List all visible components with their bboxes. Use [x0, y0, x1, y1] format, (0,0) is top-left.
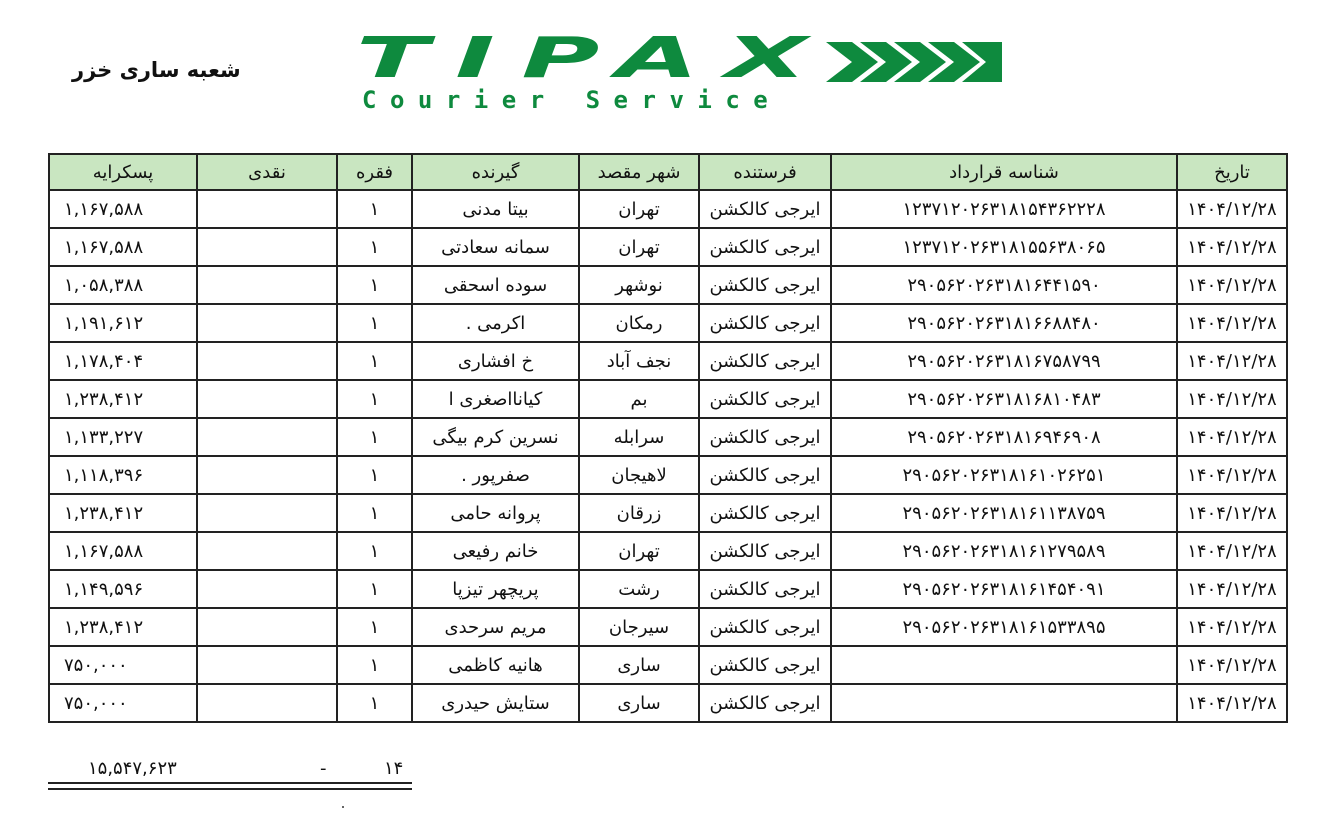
- table-row: [49, 494, 1287, 532]
- cell-receiver: اکرمی .: [412, 304, 579, 342]
- cell-fee: ۱,۱۴۹,۵۹۶: [49, 570, 197, 608]
- cell-receiver: خانم رفیعی: [412, 532, 579, 570]
- col-qty: فقره: [337, 154, 412, 190]
- cell-cash: [197, 418, 337, 456]
- cell-receiver: نسرین کرم بیگی: [412, 418, 579, 456]
- cell-sender: ایرجی کالکشن: [699, 266, 831, 304]
- cell-city: رشت: [579, 570, 699, 608]
- cell-fee: ۱,۱۷۸,۴۰۴: [49, 342, 197, 380]
- col-date: تاریخ: [1177, 154, 1287, 190]
- cell-receiver: کیانااصغری ا: [412, 380, 579, 418]
- cell-receiver: هانیه کاظمی: [412, 646, 579, 684]
- col-sender: فرستنده: [699, 154, 831, 190]
- cell-contract: ۲۹۰۵۶۲۰۲۶۳۱۸۱۶۱۴۵۴۰۹۱: [831, 570, 1177, 608]
- total-fee: ۱۵,۵۴۷,۶۲۳: [88, 758, 177, 779]
- table-row: [49, 266, 1287, 304]
- cell-city: تهران: [579, 532, 699, 570]
- cell-city: بم: [579, 380, 699, 418]
- cell-cash: [197, 608, 337, 646]
- cell-receiver: سمانه سعادتی: [412, 228, 579, 266]
- total-cash: -: [320, 758, 327, 779]
- cell-receiver: پریچهر تیزپا: [412, 570, 579, 608]
- shipments-table: [48, 153, 1288, 723]
- cell-receiver: بیتا مدنی: [412, 190, 579, 228]
- cell-cash: [197, 494, 337, 532]
- cell-city: زرقان: [579, 494, 699, 532]
- cell-city: تهران: [579, 190, 699, 228]
- table-row: [49, 608, 1287, 646]
- col-city: شهر مقصد: [579, 154, 699, 190]
- table-row: [49, 190, 1287, 228]
- cell-fee: ۱,۱۹۱,۶۱۲: [49, 304, 197, 342]
- col-contract: شناسه قرارداد: [831, 154, 1177, 190]
- cell-contract: ۲۹۰۵۶۲۰۲۶۳۱۸۱۶۷۵۸۷۹۹: [831, 342, 1177, 380]
- cell-qty: ۱: [337, 494, 412, 532]
- cell-contract: ۱۲۳۷۱۲۰۲۶۳۱۸۱۵۴۳۶۲۲۲۸: [831, 190, 1177, 228]
- cell-cash: [197, 684, 337, 722]
- cell-date: ۱۴۰۴/۱۲/۲۸: [1177, 608, 1287, 646]
- cell-fee: ۷۵۰,۰۰۰: [49, 646, 197, 684]
- col-fee: پسکرایه: [49, 154, 197, 190]
- cell-date: ۱۴۰۴/۱۲/۲۸: [1177, 570, 1287, 608]
- cell-cash: [197, 456, 337, 494]
- table-row: [49, 646, 1287, 684]
- cell-qty: ۱: [337, 380, 412, 418]
- cell-contract: ۲۹۰۵۶۲۰۲۶۳۱۸۱۶۸۱۰۴۸۳: [831, 380, 1177, 418]
- table-header-row: [49, 154, 1287, 190]
- cell-contract: ۲۹۰۵۶۲۰۲۶۳۱۸۱۶۱۲۷۹۵۸۹: [831, 532, 1177, 570]
- cell-qty: ۱: [337, 456, 412, 494]
- total-count: ۱۴: [384, 758, 404, 779]
- cell-fee: ۱,۱۳۳,۲۲۷: [49, 418, 197, 456]
- cell-qty: ۱: [337, 570, 412, 608]
- cell-sender: ایرجی کالکشن: [699, 608, 831, 646]
- cell-cash: [197, 380, 337, 418]
- col-receiver: گیرنده: [412, 154, 579, 190]
- cell-city: ساری: [579, 684, 699, 722]
- stray-dot: [342, 806, 344, 808]
- branch-title: شعبه ساری خزر: [72, 58, 241, 82]
- cell-city: رمکان: [579, 304, 699, 342]
- col-cash: نقدی: [197, 154, 337, 190]
- cell-contract: ۲۹۰۵۶۲۰۲۶۳۱۸۱۶۴۴۱۵۹۰: [831, 266, 1177, 304]
- cell-sender: ایرجی کالکشن: [699, 532, 831, 570]
- cell-sender: ایرجی کالکشن: [699, 190, 831, 228]
- cell-fee: ۱,۱۶۷,۵۸۸: [49, 190, 197, 228]
- cell-date: ۱۴۰۴/۱۲/۲۸: [1177, 418, 1287, 456]
- cell-city: تهران: [579, 228, 699, 266]
- cell-qty: ۱: [337, 608, 412, 646]
- cell-qty: ۱: [337, 646, 412, 684]
- cell-sender: ایرجی کالکشن: [699, 342, 831, 380]
- cell-sender: ایرجی کالکشن: [699, 456, 831, 494]
- cell-cash: [197, 190, 337, 228]
- cell-receiver: سوده اسحقی: [412, 266, 579, 304]
- table-row: [49, 228, 1287, 266]
- cell-date: ۱۴۰۴/۱۲/۲۸: [1177, 684, 1287, 722]
- logo-wordmark: [356, 26, 1002, 91]
- cell-date: ۱۴۰۴/۱۲/۲۸: [1177, 380, 1287, 418]
- cell-qty: ۱: [337, 304, 412, 342]
- cell-receiver: خ افشاری: [412, 342, 579, 380]
- cell-fee: ۱,۲۳۸,۴۱۲: [49, 608, 197, 646]
- cell-receiver: ستایش حیدری: [412, 684, 579, 722]
- cell-city: سرابله: [579, 418, 699, 456]
- cell-sender: ایرجی کالکشن: [699, 380, 831, 418]
- cell-cash: [197, 570, 337, 608]
- cell-date: ۱۴۰۴/۱۲/۲۸: [1177, 342, 1287, 380]
- cell-date: ۱۴۰۴/۱۲/۲۸: [1177, 494, 1287, 532]
- cell-fee: ۷۵۰,۰۰۰: [49, 684, 197, 722]
- cell-contract: ۱۲۳۷۱۲۰۲۶۳۱۸۱۵۵۶۳۸۰۶۵: [831, 228, 1177, 266]
- cell-sender: ایرجی کالکشن: [699, 646, 831, 684]
- cell-receiver: پروانه حامی: [412, 494, 579, 532]
- cell-sender: ایرجی کالکشن: [699, 494, 831, 532]
- cell-receiver: صفرپور .: [412, 456, 579, 494]
- cell-qty: ۱: [337, 532, 412, 570]
- cell-fee: ۱,۱۱۸,۳۹۶: [49, 456, 197, 494]
- table-row: [49, 532, 1287, 570]
- cell-contract: [831, 646, 1177, 684]
- tipax-logo: [356, 26, 1002, 116]
- cell-city: نجف آباد: [579, 342, 699, 380]
- cell-date: ۱۴۰۴/۱۲/۲۸: [1177, 646, 1287, 684]
- cell-cash: [197, 342, 337, 380]
- table-row: [49, 304, 1287, 342]
- logo-tagline: Courier Service: [362, 86, 782, 114]
- cell-qty: ۱: [337, 418, 412, 456]
- cell-city: لاهیجان: [579, 456, 699, 494]
- cell-sender: ایرجی کالکشن: [699, 570, 831, 608]
- cell-date: ۱۴۰۴/۱۲/۲۸: [1177, 266, 1287, 304]
- logo-word: TIPAX: [356, 26, 834, 91]
- cell-contract: [831, 684, 1177, 722]
- cell-contract: ۲۹۰۵۶۲۰۲۶۳۱۸۱۶۱۰۲۶۲۵۱: [831, 456, 1177, 494]
- cell-sender: ایرجی کالکشن: [699, 684, 831, 722]
- cell-city: سیرجان: [579, 608, 699, 646]
- cell-fee: ۱,۱۶۷,۵۸۸: [49, 532, 197, 570]
- cell-sender: ایرجی کالکشن: [699, 228, 831, 266]
- cell-cash: [197, 304, 337, 342]
- cell-date: ۱۴۰۴/۱۲/۲۸: [1177, 456, 1287, 494]
- logo-chevron-icon: [826, 42, 1002, 82]
- table-row: [49, 342, 1287, 380]
- cell-receiver: مریم سرحدی: [412, 608, 579, 646]
- cell-date: ۱۴۰۴/۱۲/۲۸: [1177, 532, 1287, 570]
- cell-qty: ۱: [337, 190, 412, 228]
- cell-contract: ۲۹۰۵۶۲۰۲۶۳۱۸۱۶۹۴۶۹۰۸: [831, 418, 1177, 456]
- cell-cash: [197, 228, 337, 266]
- cell-cash: [197, 646, 337, 684]
- cell-qty: ۱: [337, 228, 412, 266]
- cell-sender: ایرجی کالکشن: [699, 418, 831, 456]
- cell-contract: ۲۹۰۵۶۲۰۲۶۳۱۸۱۶۱۵۳۳۸۹۵: [831, 608, 1177, 646]
- table-row: [49, 380, 1287, 418]
- cell-city: ساری: [579, 646, 699, 684]
- table-row: [49, 684, 1287, 722]
- cell-date: ۱۴۰۴/۱۲/۲۸: [1177, 228, 1287, 266]
- cell-qty: ۱: [337, 266, 412, 304]
- cell-qty: ۱: [337, 342, 412, 380]
- total-underline: [48, 782, 412, 790]
- cell-contract: ۲۹۰۵۶۲۰۲۶۳۱۸۱۶۱۱۳۸۷۵۹: [831, 494, 1177, 532]
- cell-cash: [197, 532, 337, 570]
- cell-contract: ۲۹۰۵۶۲۰۲۶۳۱۸۱۶۶۸۸۴۸۰: [831, 304, 1177, 342]
- cell-city: نوشهر: [579, 266, 699, 304]
- cell-sender: ایرجی کالکشن: [699, 304, 831, 342]
- cell-fee: ۱,۰۵۸,۳۸۸: [49, 266, 197, 304]
- table-row: [49, 570, 1287, 608]
- cell-date: ۱۴۰۴/۱۲/۲۸: [1177, 190, 1287, 228]
- cell-cash: [197, 266, 337, 304]
- cell-qty: ۱: [337, 684, 412, 722]
- cell-fee: ۱,۲۳۸,۴۱۲: [49, 494, 197, 532]
- table-row: [49, 456, 1287, 494]
- table-row: [49, 418, 1287, 456]
- cell-fee: ۱,۲۳۸,۴۱۲: [49, 380, 197, 418]
- cell-fee: ۱,۱۶۷,۵۸۸: [49, 228, 197, 266]
- cell-date: ۱۴۰۴/۱۲/۲۸: [1177, 304, 1287, 342]
- totals-row: [48, 758, 412, 780]
